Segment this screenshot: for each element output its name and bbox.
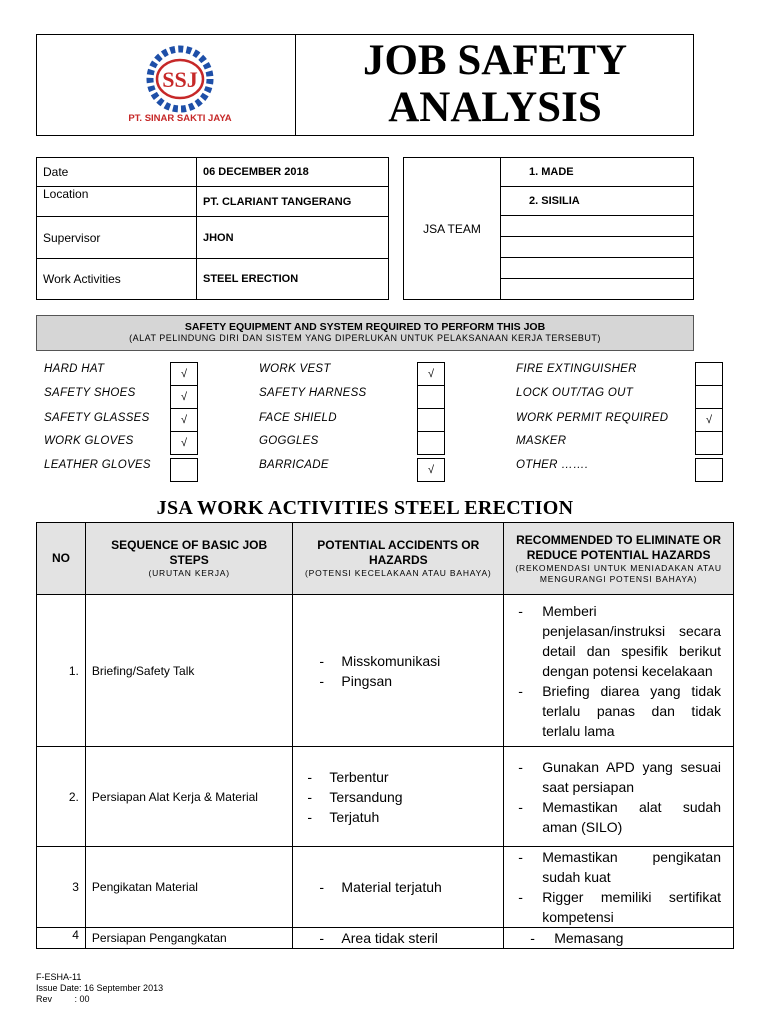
equipment-label: WORK VEST [259, 363, 331, 375]
fire-extinguisher-checkbox[interactable] [695, 362, 723, 386]
recommendations-cell [504, 847, 734, 928]
jsa-section-title: JSA WORK ACTIVITIES STEEL ERECTION [156, 497, 574, 519]
steps-header-text: SEQUENCE OF BASIC JOB STEPS [111, 538, 268, 567]
other-checkbox[interactable] [695, 458, 723, 482]
work-activities-value: STEEL ERECTION [197, 259, 389, 300]
gear-logo-icon [125, 45, 235, 115]
document-footer [36, 972, 163, 1005]
team-member [501, 279, 694, 300]
recommendation-item: - Gunakan APD yang sesuai saat persiapan [510, 757, 727, 797]
equipment-label: FIRE EXTINGUISHER [516, 363, 637, 375]
recommendation-item: - Memastikan pengikatan sudah kuat [510, 847, 727, 887]
hazard-item: - Misskomunikasi [299, 651, 497, 671]
hazards-cell [293, 747, 504, 847]
table-row [37, 747, 734, 847]
equipment-label: FACE SHIELD [259, 412, 337, 424]
face-shield-checkbox[interactable] [417, 408, 445, 432]
safety-equipment-title: SAFETY EQUIPMENT AND SYSTEM REQUIRED TO PERFORM THIS JOB [184, 321, 546, 333]
equipment-label: SAFETY GLASSES [44, 412, 150, 424]
table-row [37, 847, 734, 928]
document-header [36, 34, 694, 136]
recommendation-item: - Memasang [522, 928, 727, 948]
jsa-team-label: JSA TEAM [404, 158, 501, 300]
lockout-tagout-checkbox[interactable] [695, 385, 723, 409]
supervisor-value: JHON [197, 217, 389, 259]
masker-checkbox[interactable] [695, 431, 723, 455]
safety-glasses-checkbox[interactable]: √ [170, 408, 198, 432]
row-number: 2. [37, 747, 86, 847]
location-value: PT. CLARIANT TANGERANG [197, 187, 389, 217]
team-member [501, 216, 694, 237]
recommendations-cell [504, 747, 734, 847]
logo-initials: SSJ [162, 67, 198, 92]
barricade-checkbox[interactable]: √ [417, 458, 445, 482]
title-line-1: JOB SAFETY [362, 37, 628, 84]
safety-equipment-subtitle: (ALAT PELINDUNG DIRI DAN SISTEM YANG DIPERLUKAN UNTUK PELAKSANAAN KERJA TERSEBUT) [129, 333, 601, 343]
table-row [37, 595, 734, 747]
equipment-label: OTHER ……. [516, 459, 589, 471]
equipment-label: WORK GLOVES [44, 435, 134, 447]
date-value: 06 DECEMBER 2018 [197, 158, 389, 187]
leather-gloves-checkbox[interactable] [170, 458, 198, 482]
table-row [37, 928, 734, 949]
info-table [36, 157, 389, 300]
work-gloves-checkbox[interactable]: √ [170, 431, 198, 455]
supervisor-label: Supervisor [37, 217, 197, 259]
hazard-item: - Terjatuh [287, 807, 497, 827]
step-text: Pengikatan Material [85, 847, 293, 928]
recommendation-item: - Memastikan alat sudah aman (SILO) [510, 797, 727, 837]
hazard-item: - Area tidak steril [299, 928, 497, 948]
safety-shoes-checkbox[interactable]: √ [170, 385, 198, 409]
step-text: Briefing/Safety Talk [85, 595, 293, 747]
jsa-team-table [403, 157, 694, 300]
safety-equipment-banner [36, 315, 694, 351]
no-header-text: NO [51, 551, 70, 565]
equipment-label: HARD HAT [44, 363, 105, 375]
recommendation-item: - Memberi penjelasan/instruksi secara detail dan spesifik berikut dengan potensi kecelakaan [510, 601, 727, 681]
hazard-item: - Material terjatuh [299, 877, 497, 897]
company-logo [115, 45, 245, 129]
revision: Rev : 00 [36, 994, 90, 1004]
hazards-cell [293, 847, 504, 928]
row-number: 1. [37, 595, 86, 747]
row-number: 4 [37, 928, 86, 949]
issue-date: Issue Date: 16 September 2013 [36, 983, 164, 993]
hazards-header-sub: (POTENSI KECELAKAAN ATAU BAHAYA) [305, 568, 492, 578]
work-vest-checkbox[interactable]: √ [417, 362, 445, 386]
safety-harness-checkbox[interactable] [417, 385, 445, 409]
team-member: 1. MADE [501, 158, 694, 187]
title-line-2: ANALYSIS [388, 84, 602, 131]
equipment-label: LEATHER GLOVES [44, 459, 151, 471]
step-text: Persiapan Alat Kerja & Material [85, 747, 293, 847]
equipment-label: WORK PERMIT REQUIRED [516, 412, 669, 424]
no-header [37, 523, 86, 595]
equipment-label: SAFETY SHOES [44, 387, 136, 399]
work-activities-label: Work Activities [37, 259, 197, 300]
recommendation-item: - Rigger memiliki sertifikat kompetensi [510, 887, 727, 927]
form-code: F-ESHA-11 [36, 972, 82, 982]
equipment-label: SAFETY HARNESS [259, 387, 367, 399]
hazard-item: - Pingsan [299, 671, 497, 691]
equipment-label: MASKER [516, 435, 567, 447]
recommended-header-sub: (REKOMENDASI UNTUK MENIADAKAN ATAU MENGURANGI POTENSI BAHAYA) [515, 562, 722, 584]
step-text: Persiapan Pengangkatan [85, 928, 293, 949]
goggles-checkbox[interactable] [417, 431, 445, 455]
hazards-cell [293, 595, 504, 747]
recommendation-item: - Briefing diarea yang tidak terlalu panas dan tidak terlalu lama [510, 681, 727, 741]
company-name: PT. SINAR SAKTI JAYA [128, 113, 232, 124]
hard-hat-checkbox[interactable]: √ [170, 362, 198, 386]
hazard-item: - Tersandung [287, 787, 497, 807]
team-member [501, 258, 694, 279]
equipment-label: LOCK OUT/TAG OUT [516, 387, 634, 399]
recommended-header [504, 523, 734, 595]
team-member [501, 237, 694, 258]
work-permit-checkbox[interactable]: √ [695, 408, 723, 432]
equipment-label: BARRICADE [259, 459, 329, 471]
row-number: 3 [37, 847, 86, 928]
hazards-header-text: POTENTIAL ACCIDENTS OR HAZARDS [317, 538, 480, 567]
recommendations-cell [504, 595, 734, 747]
steps-header [85, 523, 293, 595]
location-label: Location [37, 187, 197, 217]
hazards-header [293, 523, 504, 595]
equipment-label: GOGGLES [259, 435, 319, 447]
recommended-header-text: RECOMMENDED TO ELIMINATE OR REDUCE POTENTIAL HAZARDS [516, 532, 722, 562]
jsa-steps-table [36, 522, 734, 949]
team-member: 2. SISILIA [501, 187, 694, 216]
page-title [295, 37, 695, 131]
recommendations-cell [504, 928, 734, 949]
steps-header-sub: (URUTAN KERJA) [148, 568, 230, 578]
hazard-item: - Terbentur [287, 767, 497, 787]
hazards-cell [293, 928, 504, 949]
date-label: Date [37, 158, 197, 187]
